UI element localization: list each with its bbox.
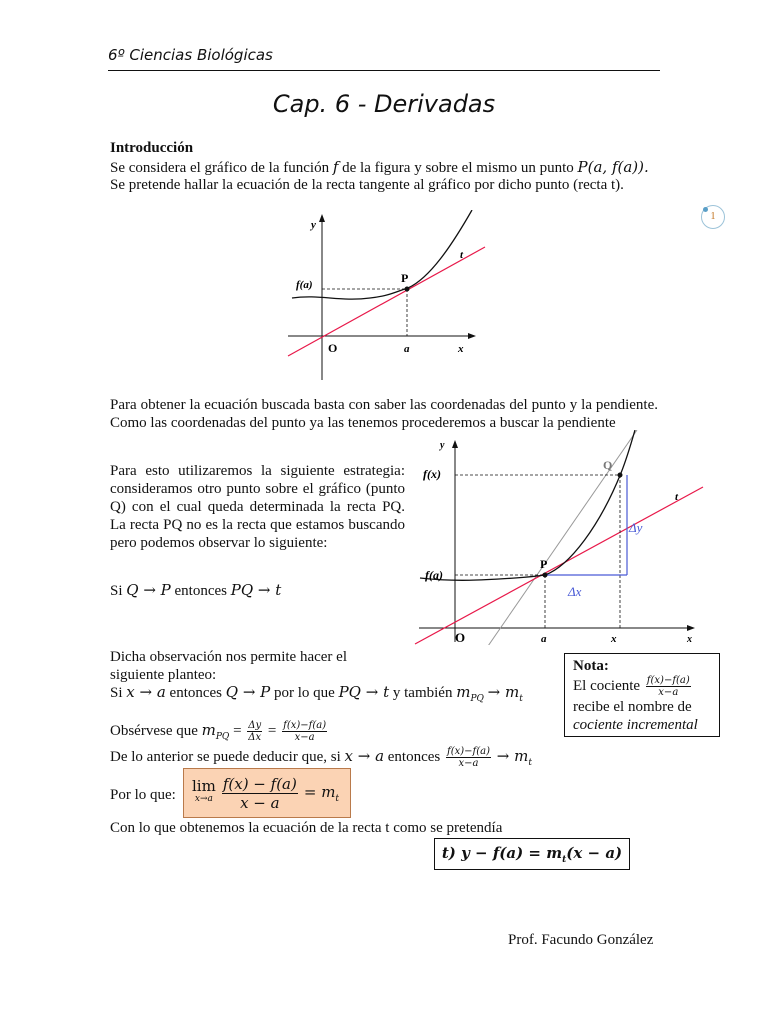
limit-den: x − a <box>240 793 280 812</box>
si-line <box>110 581 281 600</box>
fig2-label-q: Q <box>603 458 613 472</box>
deduce-m1: x → a <box>344 747 385 765</box>
planteo-m5 <box>487 683 523 704</box>
obs-eq-2: = <box>267 723 277 739</box>
planteo-entonces: entonces <box>169 685 223 701</box>
fig1-label-fa: f(a) <box>296 279 313 291</box>
fig1-label-y: y <box>311 219 316 231</box>
fig1-label-x: x <box>458 343 464 355</box>
fig1-label-a: a <box>404 343 410 355</box>
nota-line-1 <box>573 675 711 698</box>
nota-line-2: recibe el nombre de <box>573 699 692 715</box>
fig2-label-xaxis: x <box>687 634 692 645</box>
nota-line-3: cociente incremental <box>573 717 698 733</box>
paragraph-estrategia: Para esto utilizaremos la siguiente estrategia: consideramos otro punto sobre el gráfico (punto Q) con el cual queda determinada la recta PQ. La recta PQ no es la recta que estamos buscando pero podemos observar lo siguiente: <box>110 463 405 551</box>
obs-text: Obsérvese que <box>110 723 198 739</box>
intro-l1-a: Se considera el gráfico de la función <box>110 160 330 176</box>
intro-line-1 <box>110 158 649 177</box>
planteo-m4-sub: PQ <box>470 694 484 704</box>
obs-m: m <box>201 721 216 739</box>
limit-lim <box>192 777 216 806</box>
fig2-label-y: y <box>440 440 445 451</box>
badge-dot <box>703 207 708 212</box>
obs-d1: Δx <box>248 732 262 744</box>
intro-l1-f: f <box>332 158 339 176</box>
page-title: Cap. 6 - Derivadas <box>272 90 496 118</box>
fig1-point-p <box>405 287 410 292</box>
course-header: 6º Ciencias Biológicas <box>108 46 273 64</box>
fig2-label-x: x <box>611 633 617 645</box>
deduce-entonces: entonces <box>387 749 441 765</box>
fig2-label-dy: Δy <box>629 520 643 535</box>
nota-box <box>564 653 720 737</box>
figure-tangent <box>280 210 490 382</box>
fig2-y-arrow <box>452 440 458 448</box>
paragraph-pendiente: Para obtener la ecuación buscada basta con saber las coordenadas del punto y la pendiente. Como las coordenadas del punto ya las tenemos procederemos a buscar la pendiente <box>110 397 658 431</box>
fig2-label-dx: Δx <box>568 584 582 599</box>
footer-author: Prof. Facundo González <box>508 932 654 948</box>
intro-line-2: Se pretende hallar la ecuación de la recta tangente al gráfico por dicho punto (recta t). <box>110 177 624 193</box>
fig2-point-q <box>618 473 623 478</box>
limit-rhs <box>304 783 339 804</box>
si-label: Si <box>110 583 123 599</box>
fig1-label-t: t <box>460 249 464 261</box>
deduce-den: x−a <box>458 758 479 770</box>
planteo-m3: PQ → t <box>338 683 390 701</box>
obs-n1: Δy <box>248 720 262 732</box>
final-eq-sub: t <box>562 854 567 865</box>
planteo-m5-m: → m <box>487 683 520 701</box>
si-m2: PQ → t <box>230 581 282 599</box>
deduce-arrow <box>496 747 532 768</box>
page-number: 1 <box>710 211 716 222</box>
intro-l1-p: P(a, f(a)). <box>577 158 649 176</box>
planteo-tambien: y también <box>392 685 453 701</box>
final-eq-a: t) y − f(a) = m <box>441 843 563 862</box>
fig2-x-arrow <box>687 625 695 631</box>
fig1-tangent-line <box>288 247 485 356</box>
deduce-num: f(x)−f(a) <box>447 746 490 758</box>
planteo-line-2: siguiente planteo: <box>110 667 217 683</box>
final-equation <box>442 844 622 865</box>
planteo-m1: x → a <box>126 683 166 701</box>
final-equation-box <box>434 838 630 870</box>
deduce-text: De lo anterior se puede deducir que, si <box>110 749 341 765</box>
obs-sub: PQ <box>215 732 230 742</box>
planteo-m2: Q → P <box>225 683 271 701</box>
final-eq-b: (x − a) <box>566 843 623 862</box>
header-rule <box>108 70 660 71</box>
fig1-y-arrow <box>319 214 325 222</box>
limit-rhs-sub: t <box>335 793 340 804</box>
planteo-por: por lo que <box>274 685 335 701</box>
fig2-label-t: t <box>675 491 679 503</box>
fig2-label-p: P <box>540 557 548 571</box>
planteo-m5-sub: t <box>519 694 523 704</box>
fig2-label-fx: f(x) <box>423 467 441 481</box>
fig1-label-o: O <box>328 341 338 355</box>
nota-cociente: El cociente <box>573 677 641 694</box>
nota-fraction <box>646 675 691 698</box>
obs-frac-2 <box>282 720 327 743</box>
fig1-curve <box>292 210 472 299</box>
nota-frac-den: x−a <box>658 687 679 698</box>
intro-heading: Introducción <box>110 140 194 156</box>
limit-lim-text: lim <box>192 777 216 795</box>
fig1-x-arrow <box>468 333 476 339</box>
fig2-secant-line <box>477 430 637 645</box>
obs-mpq <box>201 721 230 742</box>
limit-frac <box>222 775 298 812</box>
obs-n2: f(x)−f(a) <box>283 720 327 732</box>
planteo-line-3 <box>110 683 523 708</box>
fig2-point-p <box>543 573 548 578</box>
intro-l1-b: de la figura y sobre el mismo un punto <box>342 160 574 176</box>
fig2-label-o: O <box>455 630 466 645</box>
obs-d2: x−a <box>294 732 315 744</box>
con-lo-que-line: Con lo que obtenemos la ecuación de la recta t como se pretendía <box>110 820 503 836</box>
si-entonces: entonces <box>174 583 227 599</box>
fig2-label-a: a <box>541 633 547 645</box>
limit-num: f(x) − f(a) <box>222 774 297 793</box>
limit-box <box>183 768 351 818</box>
limit-lim-sub: x→a <box>194 794 213 804</box>
si-m1: Q → P <box>126 581 171 599</box>
por-lo-que-label: Por lo que: <box>110 787 176 803</box>
nota-title: Nota: <box>573 658 609 674</box>
planteo-line-1: Dicha observación nos permite hacer el <box>110 649 347 665</box>
fig2-curve <box>420 430 635 580</box>
figure-secant <box>405 430 705 645</box>
deduce-sub: t <box>528 758 532 768</box>
deduce-arrow-m: → m <box>496 747 529 765</box>
planteo-m4 <box>456 683 484 704</box>
planteo-si: Si <box>110 685 123 701</box>
limit-rhs-m: = m <box>303 782 336 801</box>
fig2-label-fa: f(a) <box>425 568 443 582</box>
planteo-m4-m: m <box>456 683 471 701</box>
obs-eq-1: = <box>233 723 242 739</box>
nota-frac-num: f(x)−f(a) <box>646 675 690 686</box>
deduce-frac <box>446 746 491 769</box>
fig1-label-p: P <box>401 271 409 285</box>
fig2-tangent-line <box>415 487 703 644</box>
obs-frac-1 <box>247 720 262 743</box>
